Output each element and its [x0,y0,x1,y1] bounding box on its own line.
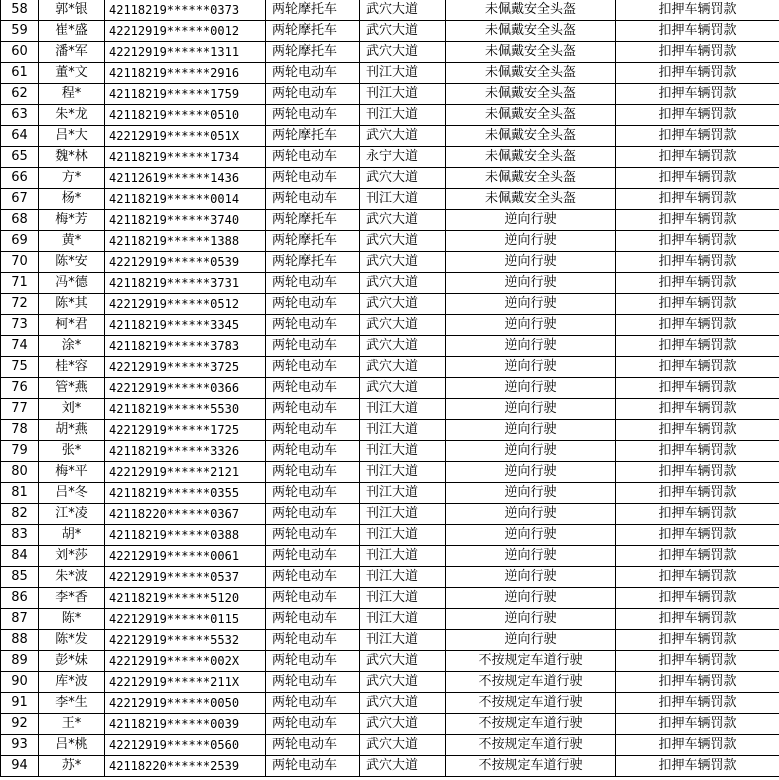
violation-type-cell: 逆向行驶 [446,567,616,588]
penalty-measure-cell: 扣押车辆罚款 [616,588,779,609]
violation-type-cell: 未佩戴安全头盔 [446,126,616,147]
violation-type-cell: 逆向行驶 [446,315,616,336]
road-name-cell: 武穴大道 [360,0,446,21]
road-name-cell: 武穴大道 [360,21,446,42]
violation-type-cell: 未佩戴安全头盔 [446,168,616,189]
violation-type-cell: 未佩戴安全头盔 [446,63,616,84]
id-number-cell: 42212919******0012 [105,21,266,42]
violation-type-cell: 逆向行驶 [446,336,616,357]
person-name-cell: 胡* [39,525,105,546]
penalty-measure-cell: 扣押车辆罚款 [616,252,779,273]
id-number-cell: 42118220******0367 [105,504,266,525]
vehicle-type-cell: 两轮电动车 [266,294,360,315]
penalty-measure-cell: 扣押车辆罚款 [616,21,779,42]
penalty-measure-cell: 扣押车辆罚款 [616,42,779,63]
road-name-cell: 武穴大道 [360,126,446,147]
vehicle-type-cell: 两轮电动车 [266,756,360,777]
row-number-cell: 74 [1,336,39,357]
road-name-cell: 武穴大道 [360,210,446,231]
vehicle-type-cell: 两轮电动车 [266,588,360,609]
person-name-cell: 陈* [39,609,105,630]
table-row [1,693,779,714]
table-row [1,252,779,273]
vehicle-type-cell: 两轮电动车 [266,357,360,378]
person-name-cell: 胡*燕 [39,420,105,441]
table-row [1,546,779,567]
row-number-cell: 86 [1,588,39,609]
table-row [1,168,779,189]
person-name-cell: 梅*芳 [39,210,105,231]
violation-type-cell: 未佩戴安全头盔 [446,21,616,42]
vehicle-type-cell: 两轮电动车 [266,525,360,546]
id-number-cell: 42118219******0355 [105,483,266,504]
road-name-cell: 武穴大道 [360,42,446,63]
road-name-cell: 刊江大道 [360,462,446,483]
penalty-measure-cell: 扣押车辆罚款 [616,378,779,399]
violation-type-cell: 不按规定车道行驶 [446,735,616,756]
id-number-cell: 42118219******0373 [105,0,266,21]
penalty-measure-cell: 扣押车辆罚款 [616,168,779,189]
vehicle-type-cell: 两轮电动车 [266,504,360,525]
penalty-measure-cell: 扣押车辆罚款 [616,651,779,672]
road-name-cell: 刊江大道 [360,420,446,441]
road-name-cell: 永宁大道 [360,147,446,168]
table-row [1,462,779,483]
row-number-cell: 82 [1,504,39,525]
penalty-measure-cell: 扣押车辆罚款 [616,504,779,525]
road-name-cell: 刊江大道 [360,525,446,546]
violation-type-cell: 逆向行驶 [446,462,616,483]
row-number-cell: 59 [1,21,39,42]
row-number-cell: 66 [1,168,39,189]
id-number-cell: 42212919******0539 [105,252,266,273]
row-number-cell: 90 [1,672,39,693]
row-number-cell: 76 [1,378,39,399]
id-number-cell: 42212919******0115 [105,609,266,630]
row-number-cell: 71 [1,273,39,294]
id-number-cell: 42118219******3345 [105,315,266,336]
penalty-measure-cell: 扣押车辆罚款 [616,210,779,231]
row-number-cell: 60 [1,42,39,63]
penalty-measure-cell: 扣押车辆罚款 [616,0,779,21]
road-name-cell: 武穴大道 [360,693,446,714]
road-name-cell: 刊江大道 [360,588,446,609]
road-name-cell: 武穴大道 [360,378,446,399]
penalty-measure-cell: 扣押车辆罚款 [616,147,779,168]
violation-type-cell: 不按规定车道行驶 [446,756,616,777]
table-row [1,105,779,126]
person-name-cell: 梅*平 [39,462,105,483]
row-number-cell: 93 [1,735,39,756]
person-name-cell: 方* [39,168,105,189]
penalty-measure-cell: 扣押车辆罚款 [616,231,779,252]
person-name-cell: 魏*林 [39,147,105,168]
road-name-cell: 刊江大道 [360,504,446,525]
row-number-cell: 78 [1,420,39,441]
row-number-cell: 72 [1,294,39,315]
table-row [1,0,779,21]
road-name-cell: 刊江大道 [360,441,446,462]
id-number-cell: 42118219******1388 [105,231,266,252]
person-name-cell: 苏* [39,756,105,777]
vehicle-type-cell: 两轮电动车 [266,567,360,588]
row-number-cell: 80 [1,462,39,483]
id-number-cell: 42118219******2916 [105,63,266,84]
road-name-cell: 武穴大道 [360,357,446,378]
vehicle-type-cell: 两轮电动车 [266,630,360,651]
road-name-cell: 刊江大道 [360,567,446,588]
violation-type-cell: 不按规定车道行驶 [446,672,616,693]
road-name-cell: 武穴大道 [360,315,446,336]
table-row [1,588,779,609]
road-name-cell: 武穴大道 [360,672,446,693]
road-name-cell: 武穴大道 [360,294,446,315]
vehicle-type-cell: 两轮电动车 [266,336,360,357]
road-name-cell: 武穴大道 [360,273,446,294]
road-name-cell: 刊江大道 [360,105,446,126]
violation-type-cell: 未佩戴安全头盔 [446,0,616,21]
person-name-cell: 陈*安 [39,252,105,273]
person-name-cell: 吕*大 [39,126,105,147]
id-number-cell: 42212919******051X [105,126,266,147]
vehicle-type-cell: 两轮电动车 [266,63,360,84]
violation-type-cell: 逆向行驶 [446,273,616,294]
id-number-cell: 42212919******0366 [105,378,266,399]
road-name-cell: 武穴大道 [360,714,446,735]
penalty-measure-cell: 扣押车辆罚款 [616,630,779,651]
row-number-cell: 62 [1,84,39,105]
table-row [1,714,779,735]
penalty-measure-cell: 扣押车辆罚款 [616,756,779,777]
vehicle-type-cell: 两轮电动车 [266,714,360,735]
vehicle-type-cell: 两轮摩托车 [266,126,360,147]
penalty-measure-cell: 扣押车辆罚款 [616,714,779,735]
table-row [1,42,779,63]
row-number-cell: 94 [1,756,39,777]
person-name-cell: 黄* [39,231,105,252]
table-row [1,672,779,693]
road-name-cell: 武穴大道 [360,651,446,672]
violation-type-cell: 逆向行驶 [446,609,616,630]
penalty-measure-cell: 扣押车辆罚款 [616,357,779,378]
road-name-cell: 刊江大道 [360,84,446,105]
row-number-cell: 88 [1,630,39,651]
violation-type-cell: 逆向行驶 [446,441,616,462]
person-name-cell: 刘*莎 [39,546,105,567]
penalty-measure-cell: 扣押车辆罚款 [616,546,779,567]
penalty-measure-cell: 扣押车辆罚款 [616,126,779,147]
violation-type-cell: 不按规定车道行驶 [446,714,616,735]
id-number-cell: 42118219******5120 [105,588,266,609]
table-row [1,609,779,630]
id-number-cell: 42118219******1759 [105,84,266,105]
penalty-measure-cell: 扣押车辆罚款 [616,294,779,315]
person-name-cell: 王* [39,714,105,735]
violation-type-cell: 逆向行驶 [446,357,616,378]
vehicle-type-cell: 两轮电动车 [266,189,360,210]
row-number-cell: 83 [1,525,39,546]
violation-type-cell: 逆向行驶 [446,210,616,231]
violation-type-cell: 逆向行驶 [446,294,616,315]
penalty-measure-cell: 扣押车辆罚款 [616,735,779,756]
row-number-cell: 85 [1,567,39,588]
row-number-cell: 81 [1,483,39,504]
row-number-cell: 61 [1,63,39,84]
vehicle-type-cell: 两轮电动车 [266,420,360,441]
table-row [1,189,779,210]
table-row [1,399,779,420]
row-number-cell: 89 [1,651,39,672]
table-row [1,441,779,462]
person-name-cell: 张* [39,441,105,462]
row-number-cell: 70 [1,252,39,273]
table-row [1,336,779,357]
row-number-cell: 92 [1,714,39,735]
vehicle-type-cell: 两轮电动车 [266,378,360,399]
id-number-cell: 42118219******0510 [105,105,266,126]
table-row [1,651,779,672]
table-row [1,525,779,546]
road-name-cell: 武穴大道 [360,231,446,252]
penalty-measure-cell: 扣押车辆罚款 [616,441,779,462]
violation-type-cell: 逆向行驶 [446,525,616,546]
penalty-measure-cell: 扣押车辆罚款 [616,273,779,294]
id-number-cell: 42212919******0537 [105,567,266,588]
id-number-cell: 42212919******211X [105,672,266,693]
violation-type-cell: 未佩戴安全头盔 [446,189,616,210]
penalty-measure-cell: 扣押车辆罚款 [616,525,779,546]
violation-type-cell: 逆向行驶 [446,483,616,504]
person-name-cell: 江*凌 [39,504,105,525]
penalty-measure-cell: 扣押车辆罚款 [616,462,779,483]
vehicle-type-cell: 两轮电动车 [266,672,360,693]
penalty-measure-cell: 扣押车辆罚款 [616,84,779,105]
person-name-cell: 管*燕 [39,378,105,399]
row-number-cell: 63 [1,105,39,126]
road-name-cell: 刊江大道 [360,630,446,651]
penalty-measure-cell: 扣押车辆罚款 [616,336,779,357]
person-name-cell: 冯*德 [39,273,105,294]
person-name-cell: 柯*君 [39,315,105,336]
person-name-cell: 桂*容 [39,357,105,378]
violation-type-cell: 逆向行驶 [446,504,616,525]
vehicle-type-cell: 两轮电动车 [266,462,360,483]
person-name-cell: 吕*冬 [39,483,105,504]
id-number-cell: 42112619******1436 [105,168,266,189]
penalty-measure-cell: 扣押车辆罚款 [616,189,779,210]
road-name-cell: 刊江大道 [360,483,446,504]
violation-type-cell: 逆向行驶 [446,231,616,252]
person-name-cell: 李*生 [39,693,105,714]
vehicle-type-cell: 两轮电动车 [266,609,360,630]
road-name-cell: 武穴大道 [360,252,446,273]
violation-type-cell: 逆向行驶 [446,399,616,420]
penalty-measure-cell: 扣押车辆罚款 [616,609,779,630]
vehicle-type-cell: 两轮电动车 [266,546,360,567]
road-name-cell: 武穴大道 [360,168,446,189]
table-row [1,630,779,651]
table-row [1,21,779,42]
penalty-measure-cell: 扣押车辆罚款 [616,420,779,441]
penalty-measure-cell: 扣押车辆罚款 [616,315,779,336]
table-row [1,756,779,777]
row-number-cell: 91 [1,693,39,714]
person-name-cell: 杨* [39,189,105,210]
vehicle-type-cell: 两轮摩托车 [266,0,360,21]
vehicle-type-cell: 两轮电动车 [266,315,360,336]
row-number-cell: 75 [1,357,39,378]
person-name-cell: 吕*桃 [39,735,105,756]
road-name-cell: 刊江大道 [360,189,446,210]
table-row [1,126,779,147]
person-name-cell: 崔*盛 [39,21,105,42]
id-number-cell: 42118219******5530 [105,399,266,420]
vehicle-type-cell: 两轮电动车 [266,105,360,126]
penalty-measure-cell: 扣押车辆罚款 [616,693,779,714]
id-number-cell: 42118219******0014 [105,189,266,210]
vehicle-type-cell: 两轮电动车 [266,399,360,420]
person-name-cell: 库*波 [39,672,105,693]
penalty-measure-cell: 扣押车辆罚款 [616,483,779,504]
violation-type-cell: 未佩戴安全头盔 [446,84,616,105]
person-name-cell: 彭*妹 [39,651,105,672]
person-name-cell: 李*香 [39,588,105,609]
vehicle-type-cell: 两轮摩托车 [266,21,360,42]
violation-type-cell: 不按规定车道行驶 [446,651,616,672]
person-name-cell: 程* [39,84,105,105]
id-number-cell: 42212919******1725 [105,420,266,441]
id-number-cell: 42118219******3740 [105,210,266,231]
road-name-cell: 刊江大道 [360,546,446,567]
road-name-cell: 武穴大道 [360,735,446,756]
row-number-cell: 77 [1,399,39,420]
violation-type-cell: 未佩戴安全头盔 [446,105,616,126]
table-row [1,483,779,504]
violation-type-cell: 逆向行驶 [446,588,616,609]
violation-type-cell: 未佩戴安全头盔 [446,42,616,63]
id-number-cell: 42118220******2539 [105,756,266,777]
road-name-cell: 刊江大道 [360,609,446,630]
violation-type-cell: 逆向行驶 [446,420,616,441]
id-number-cell: 42118219******0039 [105,714,266,735]
table-row [1,315,779,336]
table-row [1,84,779,105]
vehicle-type-cell: 两轮电动车 [266,84,360,105]
road-name-cell: 武穴大道 [360,336,446,357]
table-row [1,294,779,315]
table-row [1,357,779,378]
vehicle-type-cell: 两轮电动车 [266,483,360,504]
vehicle-type-cell: 两轮摩托车 [266,210,360,231]
table-row [1,210,779,231]
penalty-measure-cell: 扣押车辆罚款 [616,567,779,588]
id-number-cell: 42118219******3783 [105,336,266,357]
person-name-cell: 刘* [39,399,105,420]
id-number-cell: 42118219******0388 [105,525,266,546]
row-number-cell: 58 [1,0,39,21]
id-number-cell: 42212919******3725 [105,357,266,378]
penalty-measure-cell: 扣押车辆罚款 [616,63,779,84]
id-number-cell: 42212919******2121 [105,462,266,483]
id-number-cell: 42212919******0560 [105,735,266,756]
table-row [1,63,779,84]
id-number-cell: 42212919******1311 [105,42,266,63]
vehicle-type-cell: 两轮电动车 [266,273,360,294]
row-number-cell: 87 [1,609,39,630]
violation-type-cell: 逆向行驶 [446,546,616,567]
table-row [1,378,779,399]
id-number-cell: 42212919******5532 [105,630,266,651]
row-number-cell: 79 [1,441,39,462]
row-number-cell: 68 [1,210,39,231]
table-row [1,567,779,588]
person-name-cell: 董*文 [39,63,105,84]
road-name-cell: 刊江大道 [360,399,446,420]
person-name-cell: 陈*发 [39,630,105,651]
penalty-measure-cell: 扣押车辆罚款 [616,105,779,126]
road-name-cell: 刊江大道 [360,63,446,84]
person-name-cell: 朱*龙 [39,105,105,126]
table-row [1,231,779,252]
person-name-cell: 陈*其 [39,294,105,315]
penalty-measure-cell: 扣押车辆罚款 [616,672,779,693]
vehicle-type-cell: 两轮电动车 [266,441,360,462]
id-number-cell: 42212919******0050 [105,693,266,714]
id-number-cell: 42118219******1734 [105,147,266,168]
table-row [1,147,779,168]
vehicle-type-cell: 两轮电动车 [266,693,360,714]
road-name-cell: 武穴大道 [360,756,446,777]
vehicle-type-cell: 两轮电动车 [266,651,360,672]
vehicle-type-cell: 两轮电动车 [266,168,360,189]
table-row [1,273,779,294]
violation-type-cell: 逆向行驶 [446,630,616,651]
row-number-cell: 84 [1,546,39,567]
violation-type-cell: 逆向行驶 [446,378,616,399]
id-number-cell: 42212919******0512 [105,294,266,315]
vehicle-type-cell: 两轮摩托车 [266,231,360,252]
violation-type-cell: 未佩戴安全头盔 [446,147,616,168]
table-row [1,735,779,756]
row-number-cell: 65 [1,147,39,168]
vehicle-type-cell: 两轮电动车 [266,147,360,168]
id-number-cell: 42118219******3326 [105,441,266,462]
person-name-cell: 郭*银 [39,0,105,21]
row-number-cell: 73 [1,315,39,336]
person-name-cell: 涂* [39,336,105,357]
violation-type-cell: 不按规定车道行驶 [446,693,616,714]
id-number-cell: 42212919******0061 [105,546,266,567]
person-name-cell: 朱*波 [39,567,105,588]
table-row [1,420,779,441]
vehicle-type-cell: 两轮电动车 [266,735,360,756]
person-name-cell: 潘*军 [39,42,105,63]
id-number-cell: 42212919******002X [105,651,266,672]
penalty-measure-cell: 扣押车辆罚款 [616,399,779,420]
vehicle-type-cell: 两轮摩托车 [266,252,360,273]
table-row [1,504,779,525]
row-number-cell: 64 [1,126,39,147]
row-number-cell: 67 [1,189,39,210]
id-number-cell: 42118219******3731 [105,273,266,294]
violation-type-cell: 逆向行驶 [446,252,616,273]
vehicle-type-cell: 两轮摩托车 [266,42,360,63]
row-number-cell: 69 [1,231,39,252]
table-body [1,0,779,777]
